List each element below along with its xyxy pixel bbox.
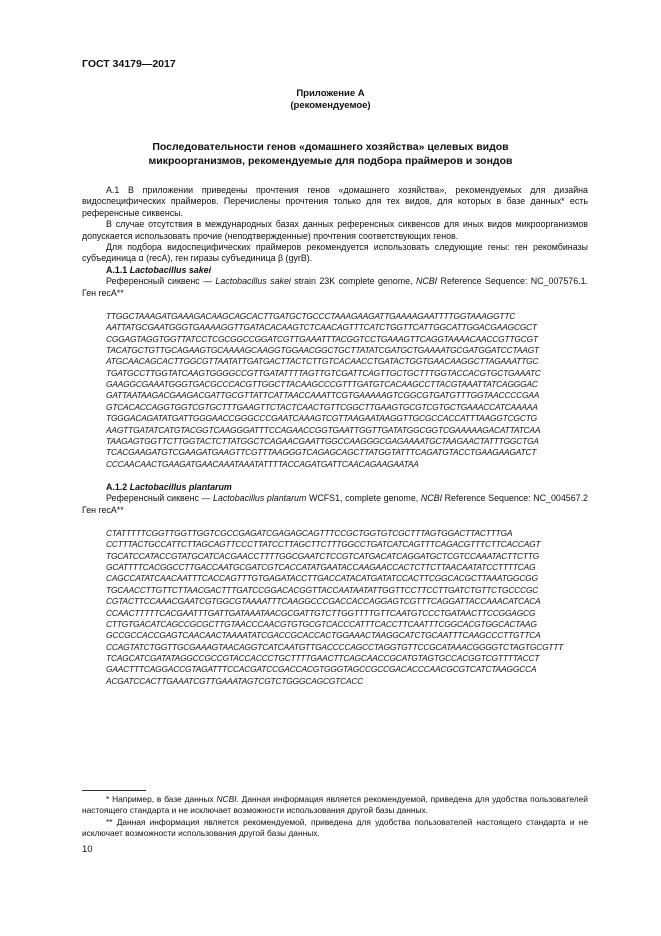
intro-paragraph-1: А.1 В приложении приведены прочтения генов «домашнего хозяйства», рекомендуемых для дизайна видоспецифических праймеров. Перечислены прочтения только для тех видов, для которых в базе данных* есть референсные сиквенсы. <box>82 185 588 218</box>
reference-sequence-sakei: Референсный сиквенс — Lactobacillus sakei strain 23K complete genome, NCBI Reference Sequence: NC_007576.1. Ген recA** <box>82 276 588 298</box>
sequence-line: CCTTTACTGCCATTCTTAGCAGTTCCCTTATCCTTAGCTTCTTTGGCCTGATCATCAGTTTCAGACGTTTCTTCACCAGT <box>106 539 541 550</box>
dna-sequence-sakei <box>82 311 590 470</box>
sequence-line: CCAGTATCTGGTTGCGAAAGTAACAGGTCATCAATGTTGACCCCAGCCTAGGTGTTCCGCATAAACGGGGTCTAGTGCGTTT <box>106 641 564 652</box>
sequence-line: GAACTTTCAGGACCGTAGATTTCCACGATCCGACCACGTGGGTAGCCGCCGACACCCAACGCGTCATCTAAGGCCA <box>106 664 537 675</box>
document-header: ГОСТ 34179—2017 <box>82 58 176 70</box>
sequence-line: TGCATCCATACCGTATGCATCACGAACCTTTTGGCGAATCTCCGTCATGACATCAGGATGCTCGTCCAAATACTTCTTG <box>106 550 540 561</box>
sequence-line: TGATGCCTTGGTATCAAGTGGGGCCGTTGATATTTTAGTTGTCGATTCAGTTGCTGCTTTGGTACCACGTGCTGAAATC <box>106 367 541 378</box>
title-line-1: Последовательности генов «домашнего хозяйства» целевых видов <box>152 141 509 153</box>
sequence-line: AAGTTGATATCATGTACGGTCAAGGGATTTCCAGAACCGGTGAATTGGTTGATATGGCGGTCGAAAAAGACATTATCAA <box>106 424 541 435</box>
sequence-line: TACATGCTGTTGCAGAAGTGCAAAAGCAAGGTGGAACGGCTGCTTATATCGATGCTGAAAATGCGATGGATCCTAAGT <box>106 345 539 356</box>
sequence-line: CGGAGTAGGTGGTTATCCTCGCGGCCGGATCGTTGAAATTTACGGTCCTGAAAGTTCAGGTAAAACAACCGTTGCGT <box>106 333 538 344</box>
section-species: Lactobacillus sakei <box>129 264 212 275</box>
intro-block <box>82 185 588 687</box>
appendix-title <box>0 141 661 168</box>
reference-sequence-plantarum: Референсный сиквенс — Lactobacillus plantarum WCFS1, complete genome, NCBI Reference Sequence: NC_004567.2 Ген recA** <box>82 493 588 515</box>
section-species: Lactobacillus plantarum <box>129 481 232 492</box>
section-heading-plantarum <box>82 482 588 493</box>
sequence-line: GAAGGCGAAATGGGTGACGCCCACGTTGGCTTACAAGCCCGTTTGATGTCACAAGCCTTACGTAAATTATCAGGGAC <box>106 379 538 390</box>
intro-paragraph-3: Для подбора видоспецифических праймеров рекомендуется использовать следующие гены: ген рекомбиназы субъединица α (recA), ген гиразы субъединица β (gyrB). <box>82 242 588 264</box>
sequence-line: CGTACTTCCAAACGAATCGTGGCGTAAAATTTCAAGGCCCGACCACCAGGAGTCGTTTCAGGATTACCAAACATCACA <box>106 596 541 607</box>
section-number: А.1.2 <box>106 481 128 492</box>
footnote-2: ** Данная информация является рекомендуемой, приведена для удобства пользователей настоящего стандарта и не исключает возможности использования другой базы данных. <box>82 817 588 838</box>
sequence-line: TTGGCTAAAGATGAAAGACAAGCAGCACTTGATGCTGCCCTAAAGAAGATTGAAAAGAATTTTGGTAAAGGTTC <box>106 311 516 322</box>
dna-sequence-plantarum <box>82 528 590 687</box>
sequence-line: TCACGAAGATGTCGAAGATGAAGTTCGTTTAAGGGTCAGAGCAGCTTATGGTATTTCAGATGTACCTGAAGAAGATCT <box>106 447 537 458</box>
appendix-heading <box>0 88 661 112</box>
sequence-line: CCCAACAACTGAAGATGAACAAATAAATATTTTACCAGATGATTCAACAGAAGAATAA <box>106 458 419 469</box>
sequence-line: AATTATGCGAATGGGTGAAAAGGTTGATACACAAGTCTCAACAGTTTCATCTGGTTCATTGGCATTGGACGAAGCGCT <box>106 322 537 333</box>
sequence-line: CCAACTTTTTCACGAATTTGATTGATAAATAACGCGATTGTCTTGGTTTTGTTCAATGTCCCTGATAACTTCCGGAGCG <box>106 607 536 618</box>
title-line-2: микроорганизмов, рекомендуемые для подбора праймеров и зондов <box>148 154 513 167</box>
sequence-line: TGCAACCTTGTTCTTAACGACTTTGATCCGGACACGGTTACCAATAATATTGGTTCCTTCCTTGATCTGTTCTGCCCGC <box>106 584 539 595</box>
section-heading-sakei <box>82 265 588 276</box>
sequence-line: CTTGTGACATCAGCCGCGCTTGTAACCCAACGTGTGCGTCACCCATTTCACCTTCAATTTCGGCACGTGGCACTAAG <box>106 618 537 629</box>
section-number: А.1.1 <box>106 264 128 275</box>
page-number: 10 <box>82 844 93 855</box>
sequence-line: TCAGCATCGATATAGGCCGCCGTACCACCCTGCTTTTGAACTTCAGCAACCGCATGTAGTGCCACGGTCGTTTTACCT <box>106 652 540 663</box>
sequence-line: GATTAATAAGACGAAGACGATTGCGTTATTCATTAACCAAATTCGTGAAAAAGTCGGCGTGATGTTTGGTAACCCCGAA <box>106 390 540 401</box>
sequence-line: GTCACACCAGGTGGTCGTGCTTTGAAGTTCTACTCAACTGTTCGGCTTGAAGTGCGTCGTGCTGAAACCATCAAAAA <box>106 401 538 412</box>
footnote-1: * Например, в базе данных NCBI. Данная информация является рекомендуемой, приведена для удобства пользователей настоящего стандарта и не исключает возможности использования другой базы данных. <box>82 794 588 815</box>
sequence-line: GCATTTTCACGGCCTTGACCAATGCGATCGTCACCATATGAATACCAAGAACCACTCTTCTTAACAATATCCTTTTCAG <box>106 562 536 573</box>
appendix-label: Приложение А <box>296 88 365 99</box>
intro-paragraph-2: В случае отсутствия в международных базах данных референсных сиквенсов для иных видов микроорганизмов допускается использовать прочие (неподтвержденные) прочтения соответствующих генов. <box>82 219 588 241</box>
appendix-status: (рекомендуемое) <box>290 100 371 111</box>
sequence-line: GCCGCCACCGAGTCAACAACTAAAATATCGACCGCACCACTGGAAACTAAGGCATCTGCAATTTCAAGCCCTTGTTCA <box>106 630 541 641</box>
sequence-line: ATGCAACAGCACTTGGCGTTAATATTGATGACTTACTCTTGTCACAACCTGATACTGGTGAACAAGGCTTAGAAATTGC <box>106 356 539 367</box>
footnote-divider <box>82 790 146 791</box>
sequence-line: CTATTTTTCGGTTGGTTGGTCGCCGAGATCGAGAGCAGTTTCCGCTGGTGTCGCTTTAGTGGACTTACTTTGA <box>106 528 513 539</box>
sequence-line: TGGGACAGATATGATTGGGAACCGGGCCCGAATCAAAGTCGTTAAGAATAAGGTTGCGCCACCATTTAAGGTCGCTG <box>106 413 537 424</box>
sequence-line: ACGATCCACTTGAAATCGTTGAAATAGTCGTCTGGGCAGCGTCACC <box>106 675 364 686</box>
sequence-line: CAGCCATATCAACAATTTCACCAGTTTGTGAGATACCTTGACCATACATGATATCCACTTCGGCACGCTTAAATGGCGG <box>106 573 538 584</box>
sequence-line: TAAGAGTGGTTCTTGGTACTCTTATGGCTCAGAACGAATTGGCCAAGGGCGAGAAAATGCTAAGAACTATTTGGCTGA <box>106 435 539 446</box>
